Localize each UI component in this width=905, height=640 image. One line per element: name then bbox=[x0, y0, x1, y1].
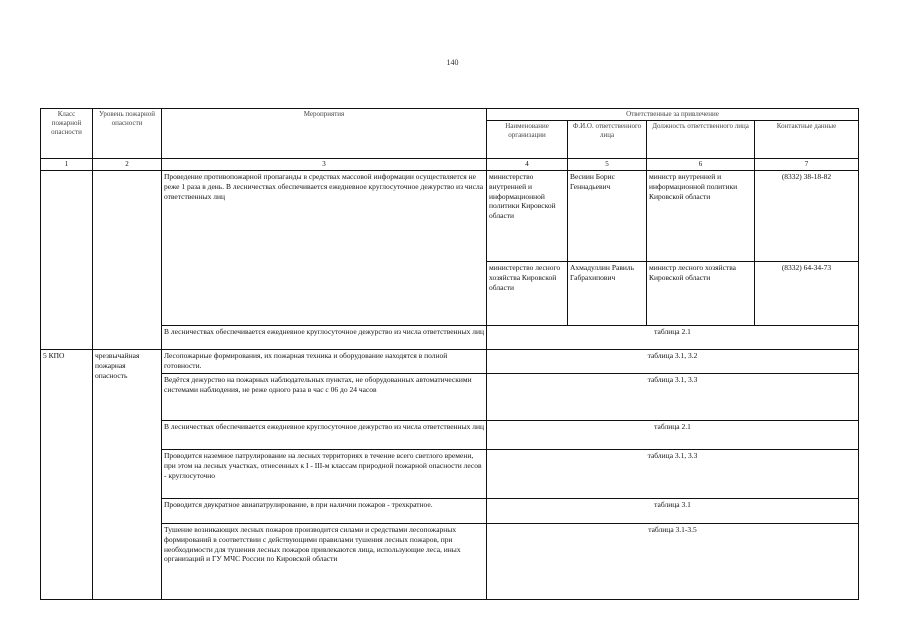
table-row bbox=[41, 499, 859, 524]
col-number-2: 2 bbox=[93, 159, 162, 171]
measure-cell: В лесничествах обеспечивается ежедневное круглосуточное дежурство из числа ответственных лиц bbox=[162, 326, 487, 350]
level-cell-empty bbox=[93, 171, 162, 350]
header-fire-class: Класс пожарной опасности bbox=[41, 109, 93, 159]
header-contacts: Контактные данные bbox=[755, 121, 859, 159]
contact-cell: (8332) 64-34-73 bbox=[755, 262, 859, 326]
danger-level-cell: чрезвычайная пожарная опасность bbox=[93, 350, 162, 600]
table-row bbox=[41, 450, 859, 499]
measure-cell: Лесопожарные формирования, их пожарная техника и оборудование находятся в полной готовности. bbox=[162, 350, 487, 374]
measure-cell: Проведение противопожарной пропаганды в средствах массовой информации осуществляется не реже 1 раза в день. В лесничествах обеспечивается ежедневное круглосуточное дежурство из числа ответственных лиц bbox=[162, 171, 487, 326]
reference-cell: таблица 2.1 bbox=[487, 421, 859, 450]
class-cell-empty bbox=[41, 171, 93, 350]
col-number-4: 4 bbox=[487, 159, 568, 171]
name-cell: Весиин Борис Геннадьевич bbox=[568, 171, 647, 262]
table-row bbox=[41, 421, 859, 450]
measure-cell: В лесничествах обеспечивается ежедневное круглосуточное дежурство из числа ответственных лиц bbox=[162, 421, 487, 450]
org-cell: министерство лесного хозяйства Кировской области bbox=[487, 262, 568, 326]
table-row bbox=[41, 326, 859, 350]
measure-cell: Проводится двукратное авиапатрулирование, в при наличии пожаров - трехкратное. bbox=[162, 499, 487, 524]
header-full-name: Ф.И.О. ответственного лица bbox=[568, 121, 647, 159]
table-row bbox=[41, 350, 859, 374]
measure-cell: Проводится наземное патрулирование на лесных территориях в течение всего светлого времени, при этом на лесных участках, отнесенных к I - III-м классам природной пожарной опасности лесов - круглосуточно bbox=[162, 450, 487, 499]
col-number-1: 1 bbox=[41, 159, 93, 171]
measure-cell: Тушение возникающих лесных пожаров производится силами и средствами лесопожарных формирований в соответствии с действующими правилами тушения лесных пожаров, при необходимости для тушения лесных пожаров привлекаются лица, использующие леса, иных организаций и ГУ МЧС России по Кировской области bbox=[162, 524, 487, 600]
reference-cell: таблица 3.1, 3.2 bbox=[487, 350, 859, 374]
header-position: Должность ответственного лица bbox=[647, 121, 755, 159]
col-number-5: 5 bbox=[568, 159, 647, 171]
reference-cell: таблица 3.1 bbox=[487, 499, 859, 524]
reference-cell: таблица 3.1, 3.3 bbox=[487, 450, 859, 499]
col-number-7: 7 bbox=[755, 159, 859, 171]
table-row bbox=[41, 524, 859, 600]
col-number-3: 3 bbox=[162, 159, 487, 171]
contact-cell: (8332) 38-18-82 bbox=[755, 171, 859, 262]
position-cell: министр лесного хозяйства Кировской области bbox=[647, 262, 755, 326]
header-organization: Наименование организации bbox=[487, 121, 568, 159]
fire-class-cell: 5 КПО bbox=[41, 350, 93, 600]
reference-cell: таблица 2.1 bbox=[487, 326, 859, 350]
reference-cell: таблица 3.1, 3.3 bbox=[487, 374, 859, 421]
position-cell: министр внутренней и информационной политики Кировской области bbox=[647, 171, 755, 262]
table-row bbox=[41, 171, 859, 262]
reference-cell: таблица 3.1-3.5 bbox=[487, 524, 859, 600]
org-cell: министерство внутренней и информационной политики Кировской области bbox=[487, 171, 568, 262]
col-number-6: 6 bbox=[647, 159, 755, 171]
page-number: 140 bbox=[446, 58, 459, 67]
fire-danger-measures-table bbox=[40, 108, 859, 600]
header-danger-level: Уровень пожарной опасности bbox=[93, 109, 162, 159]
header-measures: Мероприятия bbox=[162, 109, 487, 159]
table-row bbox=[41, 374, 859, 421]
header-responsible-group: Ответственные за привлечение bbox=[487, 109, 859, 121]
name-cell: Ахмадуллин Равиль Габрахипович bbox=[568, 262, 647, 326]
measure-cell: Ведётся дежурство на пожарных наблюдательных пунктах, не оборудованных автоматическими системами наблюдения, не реже одного раза в час с 06 до 24 часов bbox=[162, 374, 487, 421]
